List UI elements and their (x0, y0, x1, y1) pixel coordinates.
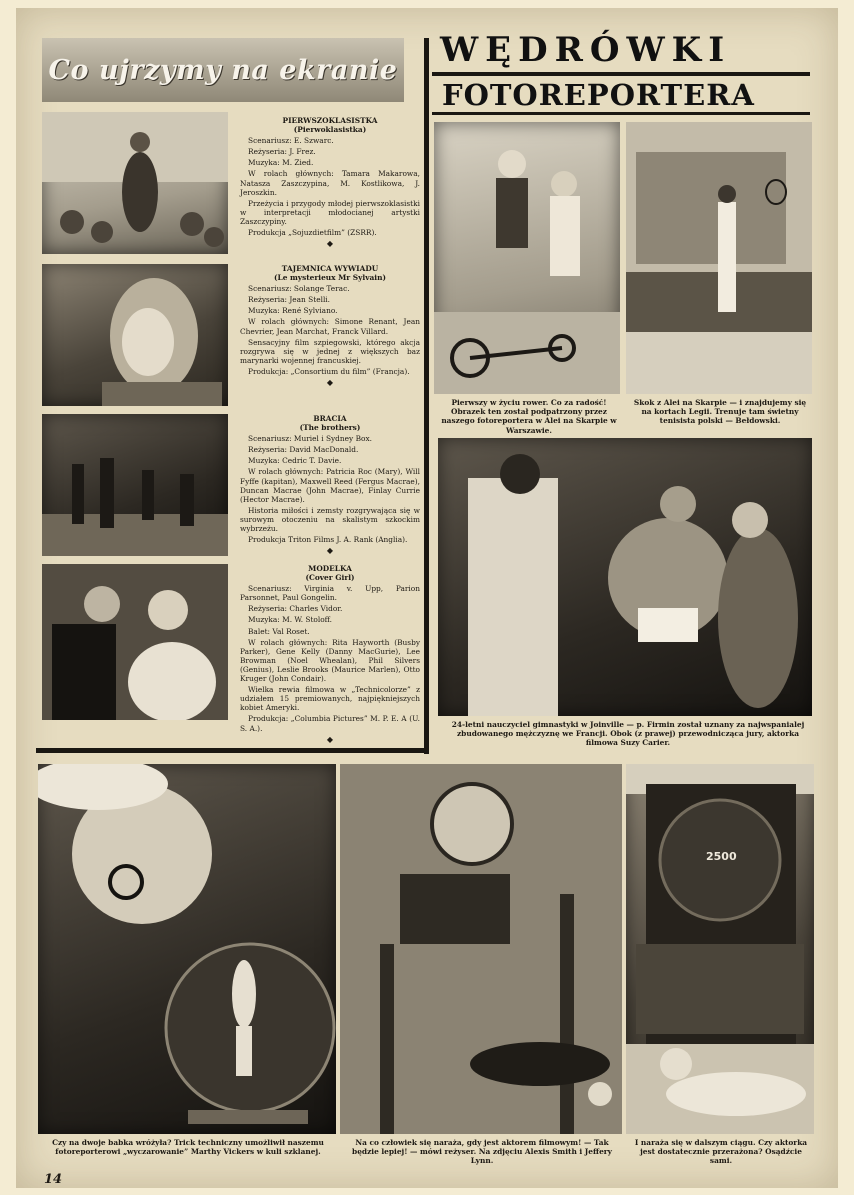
film-credit: Reżyseria: David MacDonald. (248, 445, 359, 455)
film-cast: W rolach głównych: Patricia Roc (Mary), Will Fyffe (kapitan), Maxwell Reed (Fergus Macrae), Duncan Macrae (John Macrae), Finlay Currie (Hector Macrae). (240, 467, 420, 504)
film-credit: Muzyka: René Sylviano. (248, 306, 338, 316)
film-entry-modelka (240, 564, 420, 744)
film-title: MODELKA (308, 564, 352, 573)
film-still-tajemnica-wywiadu (42, 264, 228, 406)
locomotive-number-plate: 2500 (706, 850, 737, 863)
page-number: 14 (44, 1172, 63, 1187)
film-original-title: (Le mysterieux Mr Sylvain) (274, 273, 386, 283)
caption-locomotive: I naraża się w dalszym ciągu. Czy aktorka jest dostatecznie przerażona? Osądźcie sami. (634, 1138, 808, 1166)
film-credit: Scenariusz: Virginia v. Upp, Parion Parsonnet, Paul Gongelin. (240, 584, 420, 603)
film-title: TAJEMNICA WYWIADU (281, 264, 379, 273)
film-entry-bracia (240, 414, 420, 555)
diamond-separator: ◆ (326, 239, 334, 249)
film-production: Produkcja „Sojuzdietfilm” (ZSRR). (248, 228, 377, 238)
photo-crystal-ball (38, 764, 336, 1134)
film-original-title: (Pierwoklasistka) (293, 125, 367, 135)
film-description: Przeżycia i przygody młodej pierwszoklasistki w interpretacji młodocianej artystki Zaszczypiny. (240, 198, 420, 226)
column-banner (42, 38, 404, 102)
photo-film-camera-set (340, 764, 622, 1134)
headline-line1: WĘDRÓWKI (440, 30, 732, 70)
film-credit: Scenariusz: Muriel i Sydney Box. (248, 434, 372, 444)
caption-gymnast: 24-letni nauczyciel gimnastyki w Joinville — p. Firmin został uznany za najwspanialej zbudowanego mężczyznę we Francji. Obok (z prawej) przewodnicząca jury, aktorka filmowa Suzy Carier. (451, 720, 805, 748)
column-banner-title: Co ujrzymy na ekranie (48, 54, 398, 86)
diamond-separator: ◆ (326, 546, 334, 556)
film-still-bracia (42, 414, 228, 556)
column-divider-vertical (424, 38, 429, 754)
film-credit: Muzyka: M. Zied. (248, 158, 314, 168)
film-still-pierwszoklasistka (42, 112, 228, 254)
film-cast: W rolach głównych: Tamara Makarowa, Natasza Zaszczypina, M. Kostlikowa, J. Jeroszkin. (240, 169, 420, 197)
diamond-separator: ◆ (326, 378, 334, 388)
film-title: PIERWSZOKLASISTKA (282, 116, 378, 125)
headline-rule-bottom (432, 112, 810, 115)
film-credit: Muzyka: M. W. Stoloff. (248, 615, 333, 625)
photo-gymnast-jury (438, 438, 812, 716)
film-original-title: (The brothers) (299, 423, 361, 433)
caption-crystal-ball: Czy na dwoje babka wróżyła? Trick techniczny umożliwił naszemu fotoreporterowi „wyczarowanie” Marthy Vickers w kuli szklanej. (52, 1138, 324, 1157)
film-credit: Reżyseria: Charles Vidor. (248, 604, 343, 614)
film-production: Produkcja Triton Films J. A. Rank (Anglia). (248, 535, 408, 545)
film-description: Historia miłości i zemsty rozgrywająca się w surowym otoczeniu na skalistym szkockim wybrzeżu. (240, 505, 420, 534)
film-entry-pierwszoklasistka (240, 116, 420, 248)
film-cast: W rolach głównych: Rita Hayworth (Busby Parker), Gene Kelly (Danny MacGurie), Lee Browman (Noel Whealan), Phil Silvers (Genius), Leslie Brooks (Maurice Marlen), Otto Kruger (John Condair). (240, 637, 420, 684)
film-still-modelka (42, 564, 228, 720)
film-description: Sensacyjny film szpiegowski, którego akcja rozgrywa się w jednej z większych baz marynarki wojennej francuskiej. (240, 337, 420, 365)
photo-children-bicycle (434, 122, 620, 394)
film-cast: W rolach głównych: Simone Renant, Jean Chevrier, Jean Marchat, Franck Villard. (240, 317, 420, 336)
diamond-separator: ◆ (326, 734, 334, 744)
caption-tennis: Skok z Alei na Skarpie — i znajdujemy się na kortach Legii. Trenuje tam świetny tenisista polski — Bełdowski. (633, 398, 807, 426)
caption-camera-set: Na co człowiek się naraża, gdy jest aktorem filmowym! — Tak będzie lepiej! — mówi reżyser. Na zdjęciu Alexis Smith i Jeffery Lynn. (352, 1138, 612, 1166)
film-credit: Scenariusz: Solange Terac. (248, 284, 350, 294)
column-divider-horizontal (36, 748, 429, 753)
film-original-title: (Cover Girl) (305, 573, 355, 583)
headline-line2: FOTOREPORTERA (442, 78, 755, 112)
film-credit: Reżyseria: Jean Stelli. (248, 295, 331, 305)
film-credit: Reżyseria: J. Frez. (248, 147, 316, 157)
photo-tennis-player (626, 122, 812, 394)
film-description: Wielka rewia filmowa w „Technicolorze” z udziałem 15 premiowanych, najpiękniejszych kobiet Ameryki. (240, 685, 420, 713)
film-production: Produkcja: „Consortium du film” (Francja). (248, 366, 410, 376)
film-title: BRACIA (313, 414, 347, 423)
film-entry-tajemnica-wywiadu (240, 264, 420, 387)
film-credit: Scenariusz: E. Szwarc. (248, 136, 334, 146)
film-production: Produkcja: „Columbia Pictures” M. P. E. A (U. S. A.). (240, 714, 420, 733)
caption-bike: Pierwszy w życiu rower. Co za radość! Obrazek ten został podpatrzony przez naszego fotoreportera w Alei na Skarpie w Warszawie. (441, 398, 617, 435)
film-credit: Muzyka: Cedric T. Davie. (248, 456, 342, 466)
film-credit: Balet: Val Roset. (248, 626, 310, 636)
headline-rule-top (432, 72, 810, 76)
photo-locomotive (626, 764, 814, 1134)
